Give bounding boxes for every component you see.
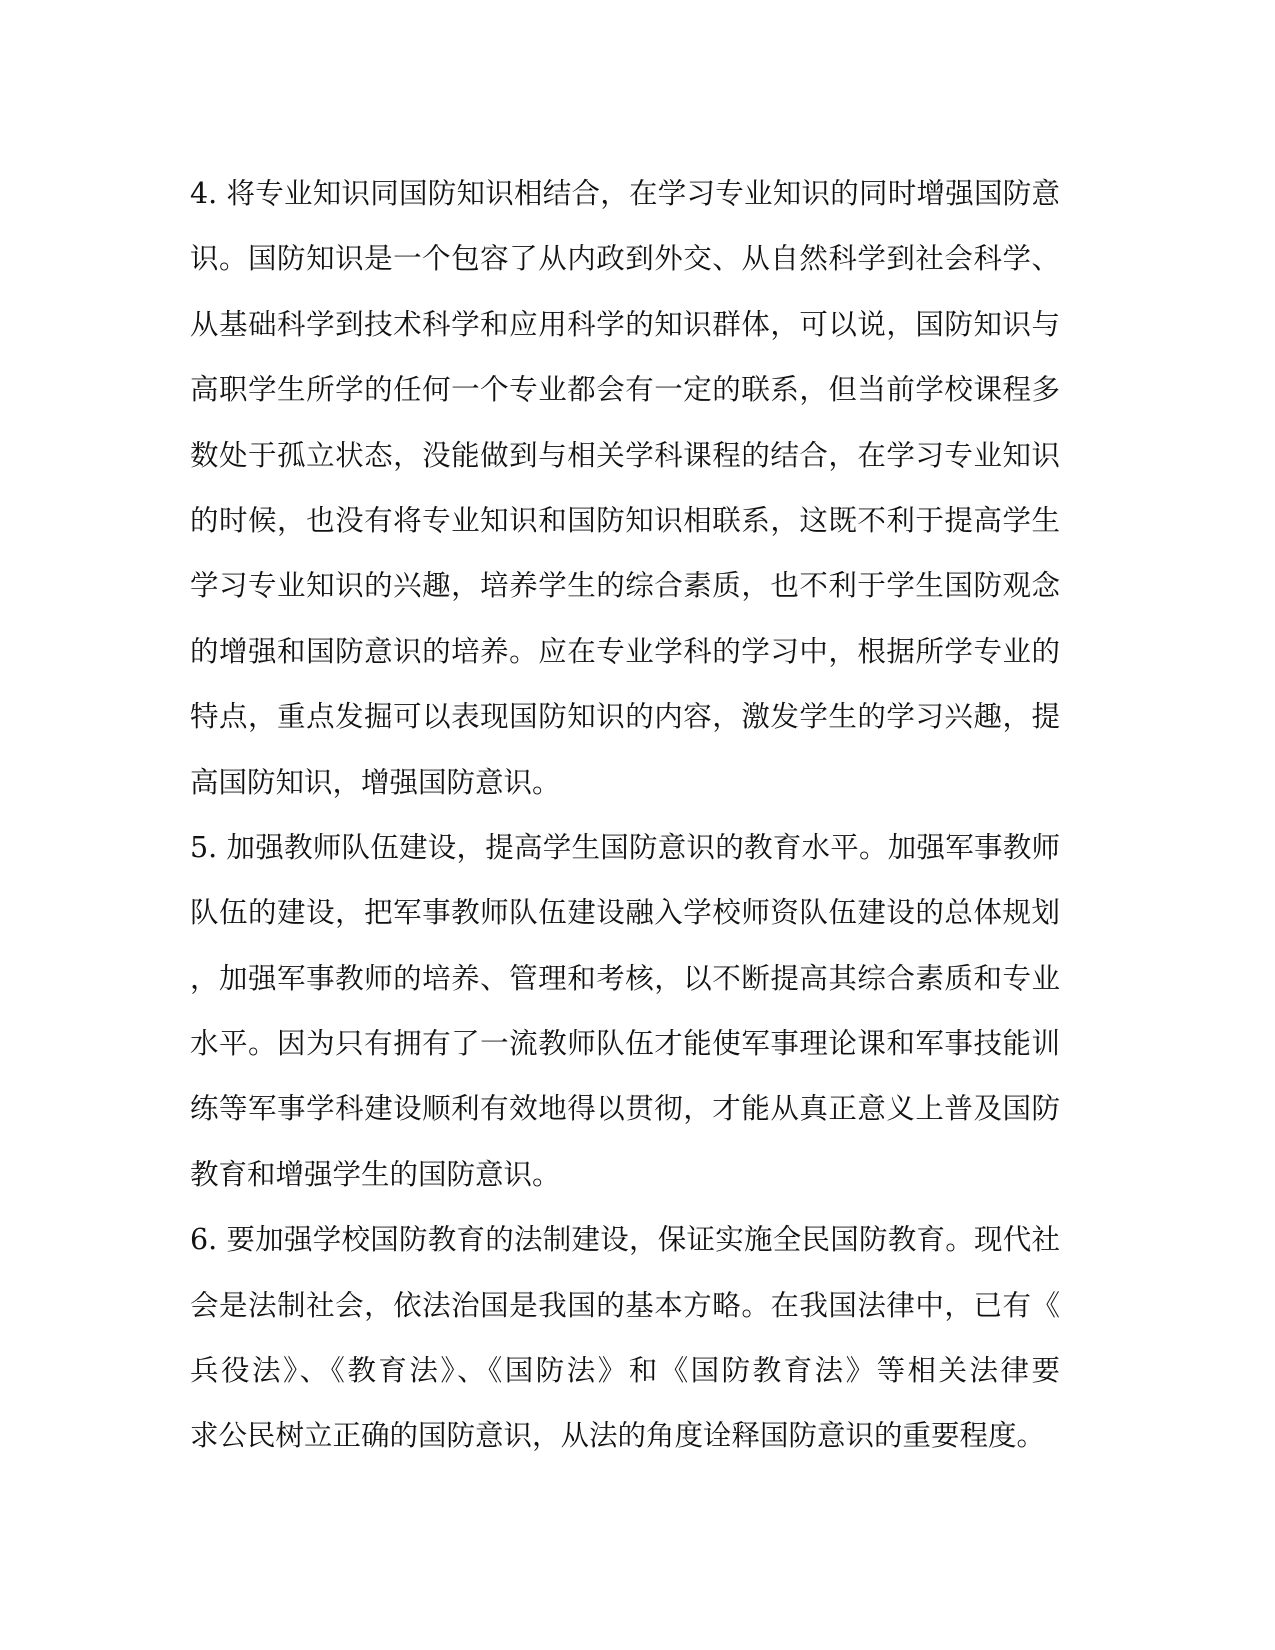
text-line: 高职学生所学的任何一个专业都会有一定的联系，但当前学校课程多 <box>190 373 1060 407</box>
text-line: ，加强军事教师的培养、管理和考核，以不断提高其综合素质和专业 <box>190 961 1060 995</box>
text-line: 数处于孤立状态，没能做到与相关学科课程的结合，在学习专业知识 <box>190 438 1060 472</box>
text-line: 高国防知识，增强国防意识。 <box>190 765 561 799</box>
text-line: 求公民树立正确的国防意识，从法的角度诠释国防意识的重要程度。 <box>190 1419 1046 1453</box>
text-line: 教育和增强学生的国防意识。 <box>190 1157 561 1191</box>
text-line: 会是法制社会，依法治国是我国的基本方略。在我国法律中，已有《 <box>190 1288 1060 1322</box>
text-line: 6. 要加强学校国防教育的法制建设，保证实施全民国防教育。现代社 <box>190 1223 1060 1257</box>
text-line: 水平。因为只有拥有了一流教师队伍才能使军事理论课和军事技能训 <box>190 1027 1060 1061</box>
text-line: 学习专业知识的兴趣，培养学生的综合素质，也不利于学生国防观念 <box>190 569 1060 603</box>
text-line: 5. 加强教师队伍建设，提高学生国防意识的教育水平。加强军事教师 <box>190 830 1060 864</box>
text-line: 识。国防知识是一个包容了从内政到外交、从自然科学到社会科学、 <box>190 242 1060 276</box>
text-line: 4. 将专业知识同国防知识相结合，在学习专业知识的同时增强国防意 <box>190 177 1060 210</box>
text-line: 的时候，也没有将专业知识和国防知识相联系，这既不利于提高学生 <box>190 503 1060 537</box>
text-line: 练等军事学科建设顺利有效地得以贯彻，才能从真正意义上普及国防 <box>190 1092 1060 1126</box>
text-line: 从基础科学到技术科学和应用科学的知识群体，可以说，国防知识与 <box>190 307 1060 341</box>
text-line: 队伍的建设，把军事教师队伍建设融入学校师资队伍建设的总体规划 <box>190 896 1060 930</box>
text-line: 兵役法》、《教育法》、《国防法》和《国防教育法》等相关法律要 <box>190 1354 1060 1388</box>
body-text <box>190 161 1060 1469</box>
text-line: 特点，重点发掘可以表现国防知识的内容，激发学生的学习兴趣，提 <box>190 700 1060 734</box>
text-line: 的增强和国防意识的培养。应在专业学科的学习中，根据所学专业的 <box>190 634 1060 668</box>
